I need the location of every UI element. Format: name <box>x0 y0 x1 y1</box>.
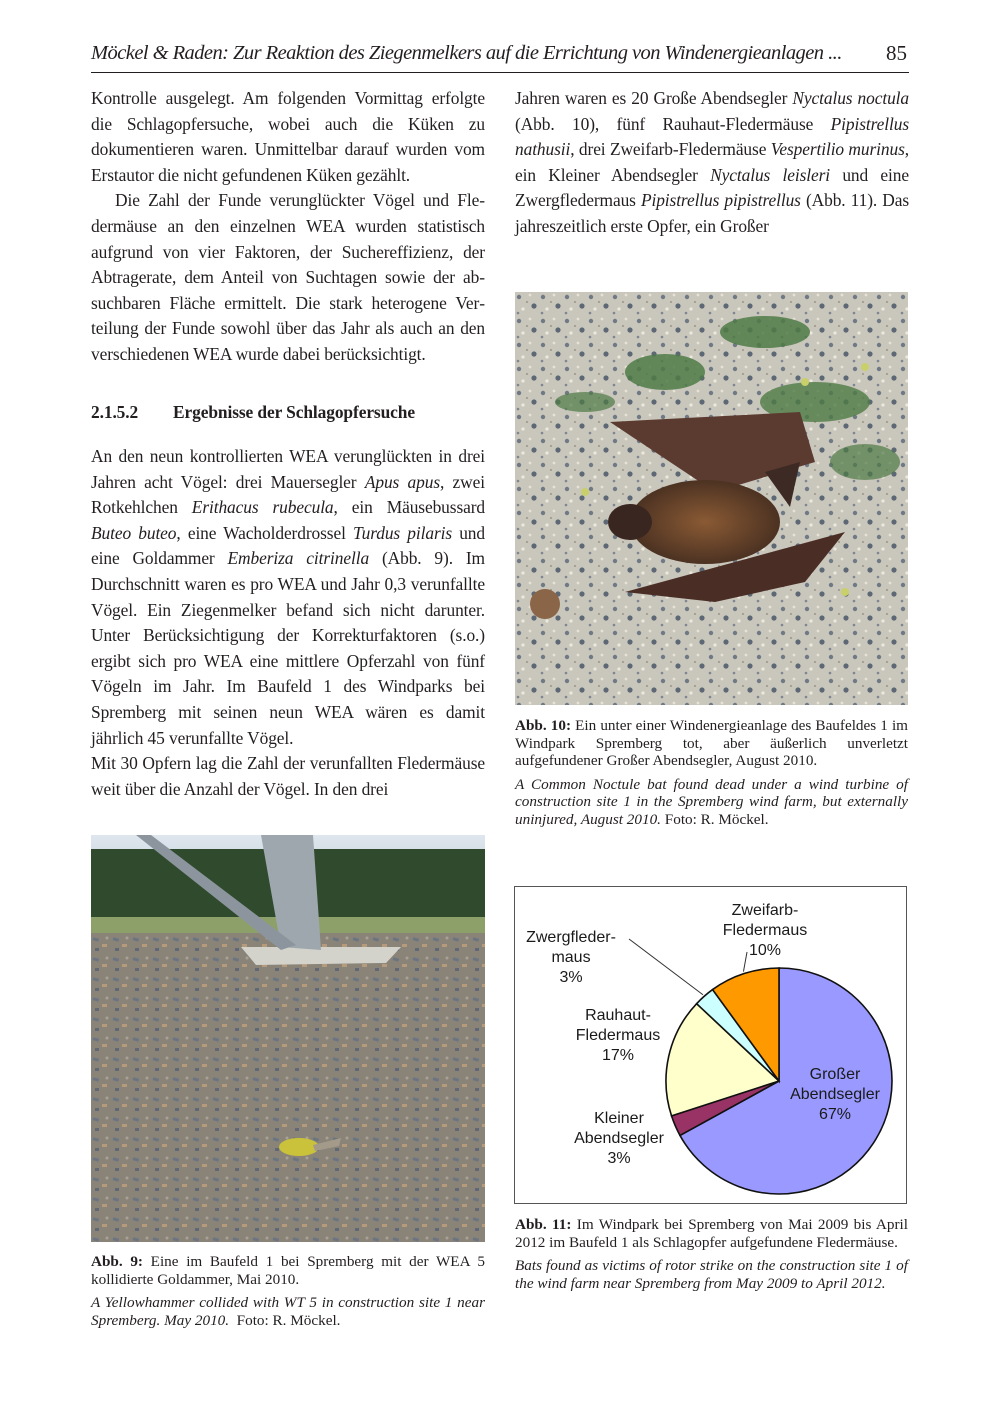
section-number: 2.1.5.2 <box>91 402 139 422</box>
paragraph-3 <box>91 444 485 751</box>
species-name: Nyctalus noctula <box>792 88 909 108</box>
figure-11-caption <box>515 1216 908 1292</box>
running-header <box>91 40 909 73</box>
species-name: Nyctalus leisleri <box>710 164 831 185</box>
slice-label: Zweifarb-Fledermaus 10% <box>722 902 808 959</box>
caption-english <box>515 776 908 829</box>
running-title: Möckel & Raden: Zur Reaktion des Ziegenmelkers auf die Errichtung von Windenergieanlagen ... <box>91 42 842 64</box>
figure-9-caption <box>91 1253 485 1329</box>
figure-9-photo <box>91 835 485 1242</box>
bat-photo-illustration <box>515 292 908 705</box>
photo-credit: Foto: R. Möckel. <box>660 810 769 828</box>
pie-chart <box>515 887 908 1205</box>
text-run: , zwei Rotkehlchen <box>91 471 485 518</box>
slice-label: Zwergfleder-maus 3% <box>526 929 616 986</box>
species-name: Erithacus rubecula <box>191 497 334 518</box>
photo-credit: Foto: R. Möckel. <box>229 1311 341 1329</box>
species-name: Vespertilio murinus <box>770 139 905 160</box>
text-run: und eine Goldammer <box>91 522 485 569</box>
leader-line <box>629 939 703 995</box>
page-number: 85 <box>886 41 907 65</box>
figure-11-chart <box>514 886 907 1204</box>
pellet <box>530 589 560 619</box>
caption-de-text: Eine im Baufeld 1 bei Spremberg mit der WEA 5 kollidierte Goldammer, Mai 2010. <box>91 1253 485 1288</box>
section-title: Ergebnisse der Schlagopfersuche <box>173 402 415 422</box>
caption-german <box>515 717 908 770</box>
leader-line <box>743 952 747 972</box>
paragraph-2: Die Zahl der Funde verunglückter Vögel und Fledermäuse an den einzelnen WEA wurden statistisch aufgrund von vier Faktoren, der Suchereffizienz, der Abtragerate, dem Anteil von Suchtagen sowie der absuchbaren Fläche ermittelt. Die stark heterogene Verteilung der Funde sowohl über das Jahr als auch an den verschiedenen WEA wurde dabei berücksichtigt. <box>91 190 485 364</box>
section-heading <box>91 400 485 426</box>
slice-label: Kleiner Abendsegler 3% <box>574 1110 664 1167</box>
text-run: (Abb. 11). Das jahreszeitlich erste Opfer, ein Großer <box>515 190 910 236</box>
caption-en-text: A Yellowhammer collided with WT 5 in construction site 1 near Spremberg. May 2010. <box>91 1294 485 1329</box>
text-run: An den neun kontrollierten WEA verunglückten in drei Jahren acht Vögel: drei Mauersegler <box>91 446 485 492</box>
species-name: Turdus pilaris <box>353 522 453 543</box>
figure-label: Abb. 10: <box>515 717 572 734</box>
text-run: (Abb. 10), fünf Rauhaut-Fledermäuse <box>515 113 831 134</box>
paragraph-1: Kontrolle ausgelegt. Am folgenden Vormittag erfolgte die Schlagopfersuche, wobei auch die Küken zu dokumentieren waren. Unmittelbar darauf wurden vom Erstautor die nicht gefundenen Küken gezählt. <box>91 88 485 185</box>
text-run: Jahren waren es 20 Große Abendsegler <box>515 88 793 108</box>
species-name: Emberiza citrinella <box>227 548 370 569</box>
slice-label: Rauhaut-Fledermaus 17% <box>575 1007 661 1064</box>
figure-10-caption <box>515 717 908 828</box>
species-name: Buteo buteo <box>91 522 177 543</box>
caption-de-text: Im Windpark bei Spremberg von Mai 2009 bis April 2012 im Baufeld 1 als Schlagopfer aufgefundene Fledermäuse. <box>515 1216 908 1251</box>
text-run: (Abb. 9). Im Durchschnitt waren es pro WEA und Jahr 0,3 verunfallte Vögel. Ein Ziegenmelker befand sich nicht darunter. Unter Berücksichtigung der Korrekturfaktoren (s.o.) ergibt sich pro WEA eine mittlere Opferzahl von fünf Vögeln im Jahr. Im Baufeld 1 des Windparks bei Spremberg mit seinen neun WEA wären es damit jährlich 45 verunfallte Vögel. <box>91 548 485 748</box>
species-name: Pipistrellus pipistrellus <box>640 190 801 211</box>
caption-german <box>91 1253 485 1288</box>
text-run: , drei Zweifarb-Fledermäuse <box>570 139 771 160</box>
caption-german <box>515 1216 908 1251</box>
gravel-ground <box>91 933 485 1242</box>
figure-10-photo <box>515 292 908 705</box>
caption-english <box>91 1294 485 1329</box>
slice-label: Großer Abendsegler 67% <box>790 1066 880 1123</box>
species-name: Apus apus <box>364 471 440 492</box>
figure-label: Abb. 11: <box>515 1216 572 1233</box>
left-column-top <box>91 86 485 368</box>
species-name: Pipistrellus nathusii <box>515 113 909 160</box>
caption-en-text: A Common Noctule bat found dead under a wind turbine of construction site 1 in the Spremberg wind farm, but externally uninjured, August 2010. <box>515 775 908 828</box>
left-column-results <box>91 444 485 802</box>
paragraph-5 <box>515 86 909 240</box>
section-heading-block <box>91 400 485 426</box>
text-run: , ein Kleiner Abendsegler <box>515 139 909 185</box>
caption-de-text: Ein unter einer Windenergieanlage des Baufeldes 1 im Windpark Spremberg tot, aber äußerlich unverletzt aufgefundener Großer Abendsegler, August 2010. <box>515 717 908 769</box>
caption-en-text: Bats found as victims of rotor strike on the construction site 1 of the wind farm near Spremberg from May 2009 to April 2012. <box>515 1257 908 1292</box>
text-run: und eine Zwergfledermaus <box>515 164 909 211</box>
right-column-top <box>515 86 909 240</box>
text-run: , ein Mäusebussard <box>333 497 486 518</box>
paragraph-4: Mit 30 Opfern lag die Zahl der verunfallten Fledermäuse weit über die Anzahl der Vögel. In den drei <box>91 753 485 799</box>
figure-label: Abb. 9: <box>91 1253 143 1270</box>
text-run: , eine Wacholderdrossel <box>176 522 354 543</box>
caption-english <box>515 1257 908 1292</box>
yellowhammer-photo-illustration <box>91 835 485 1242</box>
concrete-foundation <box>241 947 401 965</box>
